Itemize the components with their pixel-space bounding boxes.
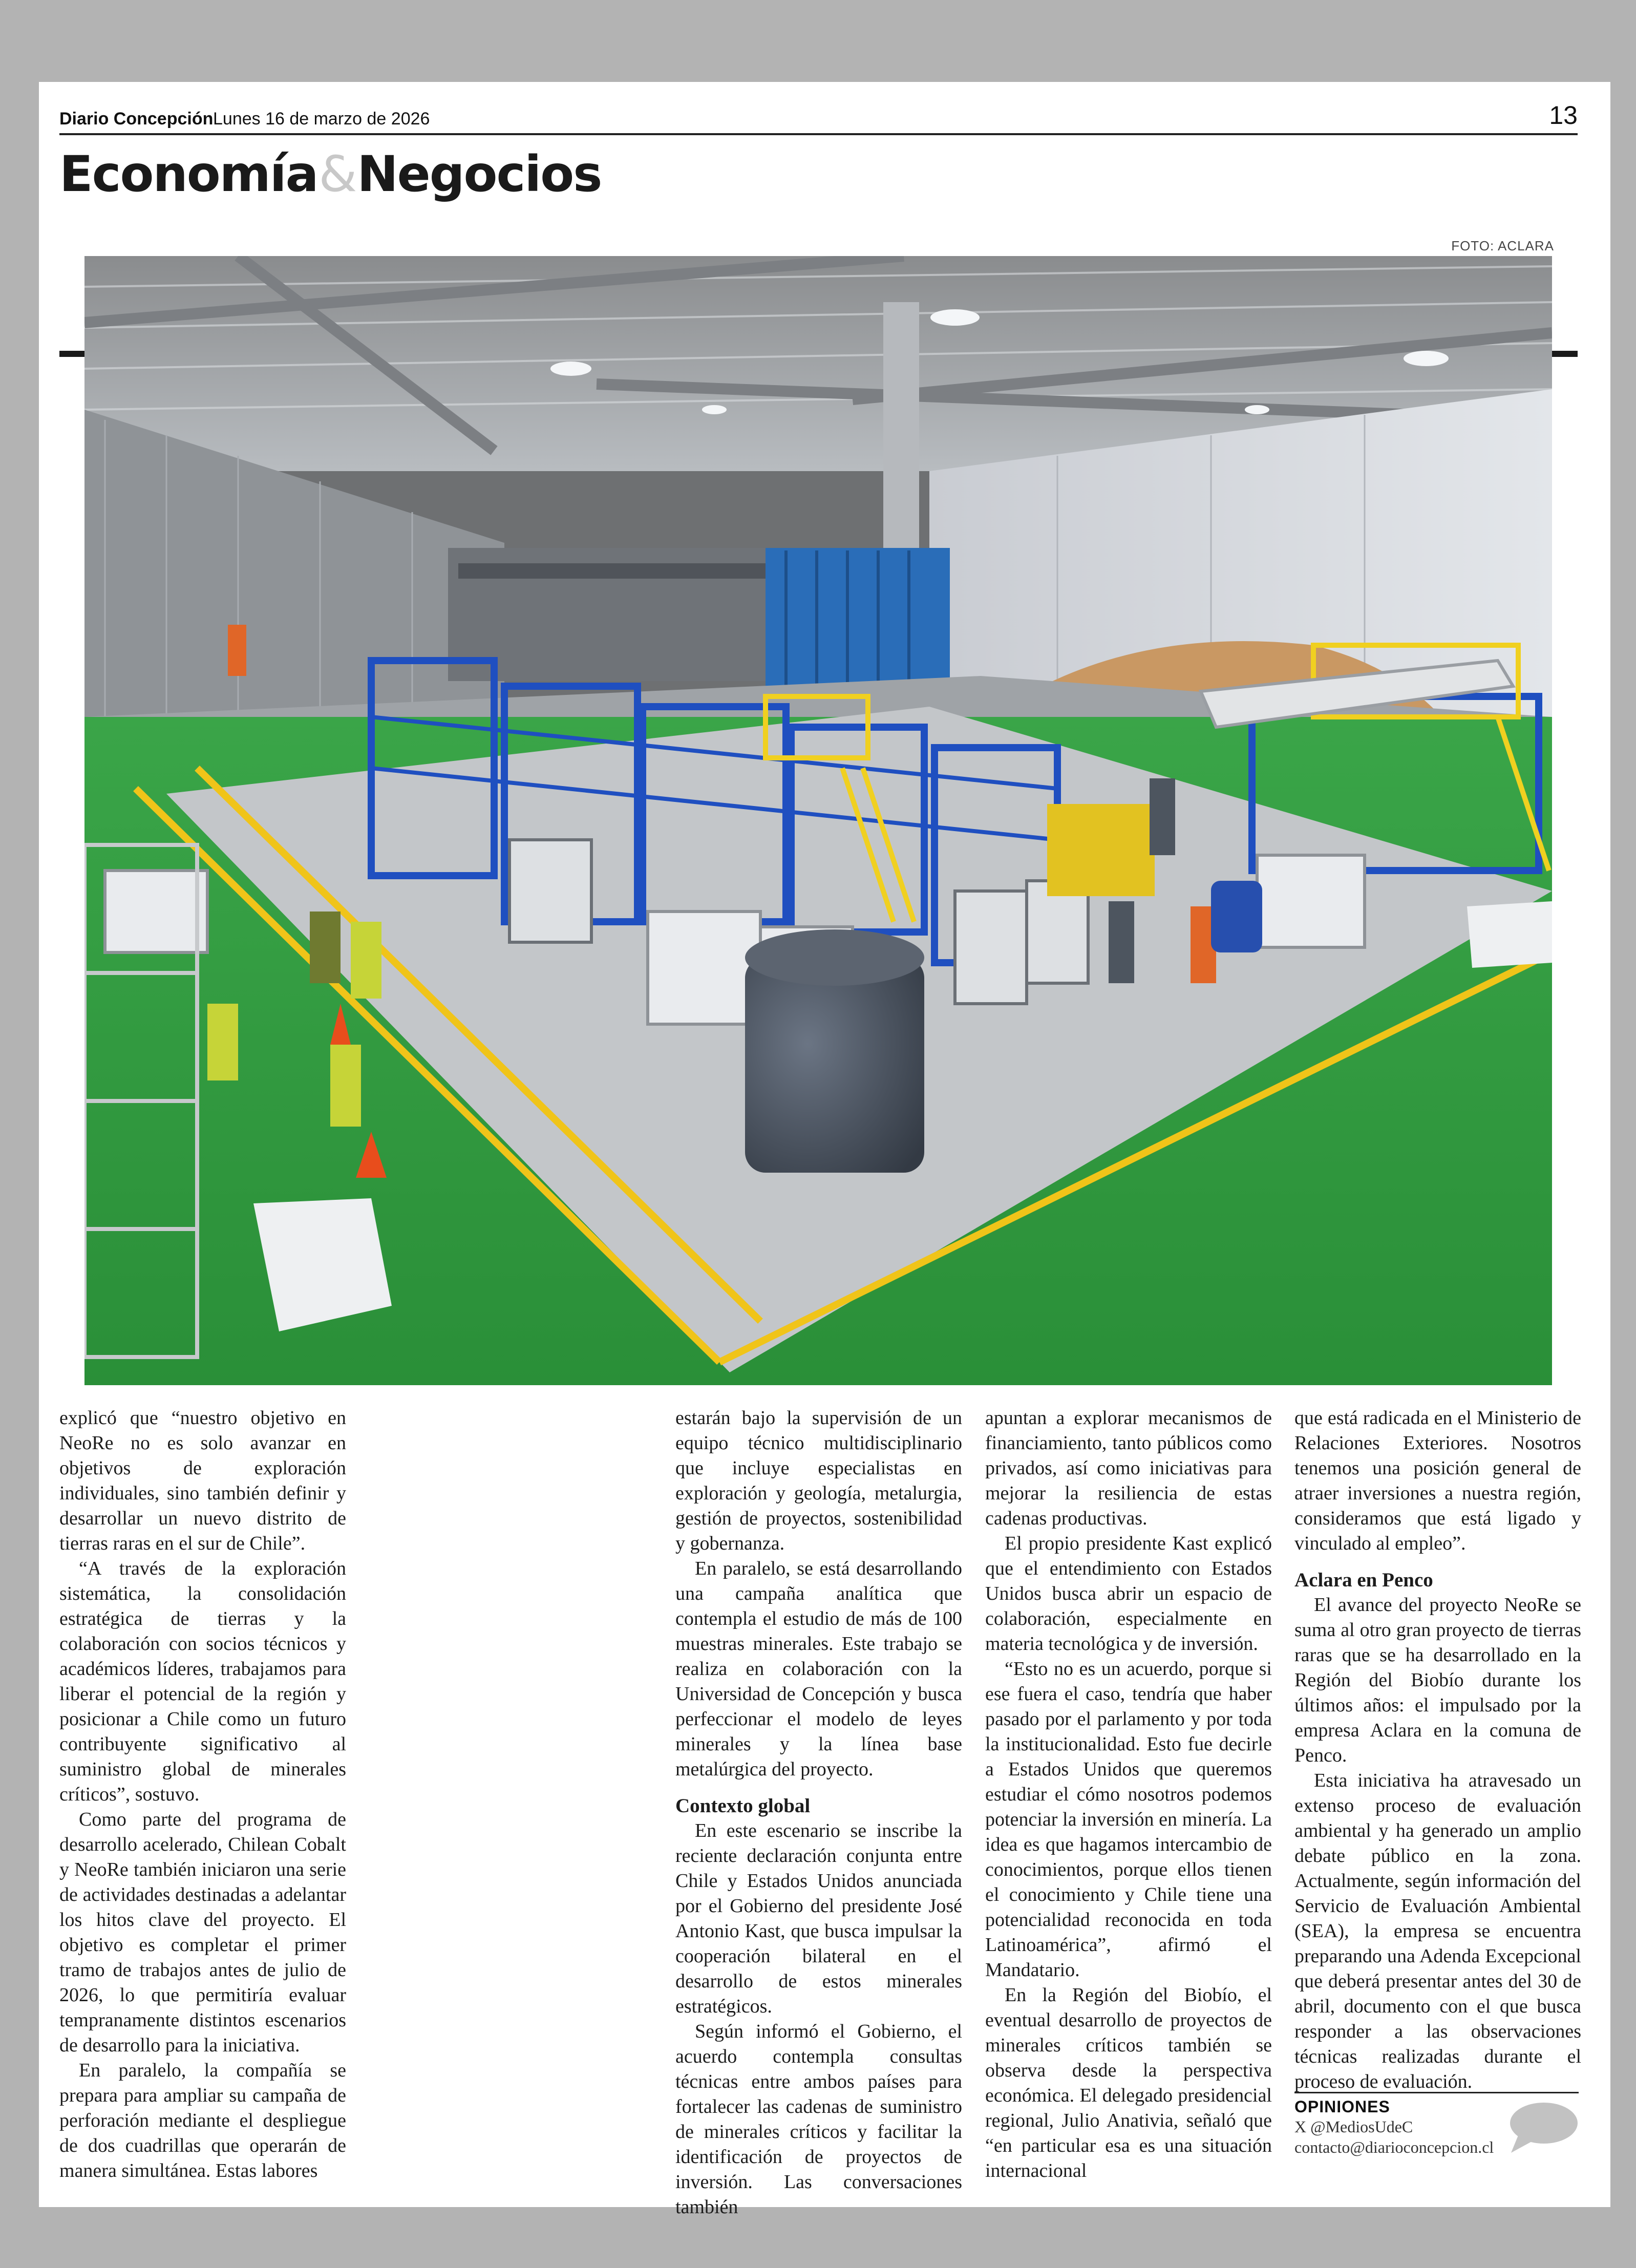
paragraph: El propio presidente Kast explicó que el entendimiento con Estados Unidos busca abrir un espacio de colaboración, especialmente en materia tecnológica y de inversión.	[985, 1533, 1272, 1655]
paragraph: que está radicada en el Ministerio de Relaciones Exteriores. Nosotros tenemos una posición general de atraer inversiones a nuestra región, consideramos que está ligado y vinculado al empleo”.	[1294, 1407, 1581, 1554]
subheading-contexto-global: Contexto global	[675, 1795, 811, 1817]
paragraph: “Esto no es un acuerdo, porque si ese fuera el caso, tendría que haber pasado por el parlamento y por toda la institucionalidad. Esto fue decirle a Estados Unidos que queremos estudiar el cómo nosotros podemos potenciar la inversión en minería. La idea es que hagamos intercambio de conocimientos, porque ellos tienen el conocimiento y Chile tiene una potencialidad reconocida en toda Latinoamérica”, afirmó el Mandatario.	[985, 1658, 1272, 1981]
article-column-4	[1294, 1406, 1581, 2094]
paragraph: En este escenario se inscribe la reciente declaración conjunta entre Chile y Estados Unidos anunciada por el Gobierno del presidente José Antonio Kast, que busca impulsar la cooperación bilateral en el desarrollo de estos minerales estratégicos.	[675, 1820, 962, 2017]
masthead	[59, 102, 1578, 135]
opinions-email: contacto@diarioconcepcion.cl	[1294, 2138, 1494, 2156]
paragraph: En paralelo, la compañía se prepara para ampliar su campaña de perforación mediante el despliegue de dos cuadrillas que operarán de manera simultánea. Estas labores	[59, 2060, 346, 2181]
section-title-part1: Economía	[59, 145, 318, 203]
paragraph: En la Región del Biobío, el eventual desarrollo de proyectos de minerales críticos también se observa desde la perspectiva económica. El delegado presidencial regional, Julio Anativia, señaló que “en particular esa es una situación internacional	[985, 1984, 1272, 2181]
paragraph: explicó que “nuestro objetivo en NeoRe no es solo avanzar en objetivos de exploración individuales, sino también definir y desarrollar un nuevo distrito de tierras raras en el sur de Chile”.	[59, 1407, 346, 1554]
industrial-plant-photo	[84, 256, 1552, 1385]
paragraph: “A través de la exploración sistemática, la consolidación estratégica de tierras y la colaboración con socios técnicos y académicos líderes, trabajamos para liberar el potencial de la región y posicionar a Chile como un futuro contribuyente significativo al suministro global de minerales críticos”, sostuvo.	[59, 1558, 346, 1805]
newspaper-name: Diario Concepción	[59, 109, 214, 129]
photo-credit: FOTO: ACLARA	[1451, 238, 1554, 253]
section-rule-right	[1552, 351, 1578, 357]
opinions-heading: OPINIONES	[1294, 2097, 1390, 2116]
paragraph: Según informó el Gobierno, el acuerdo contempla consultas técnicas entre ambos países para fortalecer las cadenas de suministro de minerales críticos y facilitar la identificación de proyectos de inversión. Las conversaciones también	[675, 2021, 962, 2218]
issue-date: Lunes 16 de marzo de 2026	[213, 109, 430, 129]
article-column-1	[59, 1406, 346, 2184]
opinions-social-handle: X @MediosUdeC	[1294, 2117, 1413, 2136]
paragraph: estarán bajo la supervisión de un equipo técnico multidisciplinario que incluye especialistas en exploración y geología, metalurgia, gestión de proyectos, sostenibilidad y gobernanza.	[675, 1407, 962, 1554]
article-column-2	[675, 1406, 962, 2220]
section-title	[59, 141, 601, 207]
section-title-ampersand: &	[318, 145, 356, 203]
subheading-aclara-en-penco: Aclara en Penco	[1294, 1569, 1433, 1591]
speech-bubble-icon	[1507, 2100, 1579, 2156]
article-column-3	[985, 1406, 1272, 2184]
paragraph: Esta iniciativa ha atravesado un extenso proceso de evaluación ambiental y ha generado un amplio debate público en la zona. Actualmente, según información del Servicio de Evaluación Ambiental (SEA), la empresa se encuentra preparando una Adenda Excepcional que deberá presentar antes del 30 de abril, documento con el que busca responder a las observaciones técnicas realizadas durante el proceso de evaluación.	[1294, 1770, 1581, 2092]
newspaper-page	[39, 82, 1610, 2218]
paragraph: Como parte del programa de desarrollo acelerado, Chilean Cobalt y NeoRe también iniciaron una serie de actividades destinadas a adelantar los hitos clave del proyecto. El objetivo es completar el primer tramo de trabajos antes de julio de 2026, lo que permitiría evaluar tempranamente distintos escenarios de desarrollo para la iniciativa.	[59, 1809, 346, 2056]
opinions-box	[1294, 2092, 1579, 2170]
paragraph: El avance del proyecto NeoRe se suma al otro gran proyecto de tierras raras que se ha desarrollado en la Región del Biobío durante los últimos años: el impulsado por la empresa Aclara en la comuna de Penco.	[1294, 1594, 1581, 1766]
section-title-part2: Negocios	[357, 145, 602, 203]
page-number: 13	[1549, 101, 1578, 130]
paragraph: apuntan a explorar mecanismos de financiamiento, tanto públicos como privados, así como iniciativas para mejorar la resiliencia de estas cadenas productivas.	[985, 1407, 1272, 1529]
paragraph: En paralelo, se está desarrollando una campaña analítica que contempla el estudio de más de 100 muestras minerales. Este trabajo se realiza en colaboración con la Universidad de Concepción y busca perfeccionar el modelo de leyes minerales y la línea base metalúrgica del proyecto.	[675, 1558, 962, 1780]
